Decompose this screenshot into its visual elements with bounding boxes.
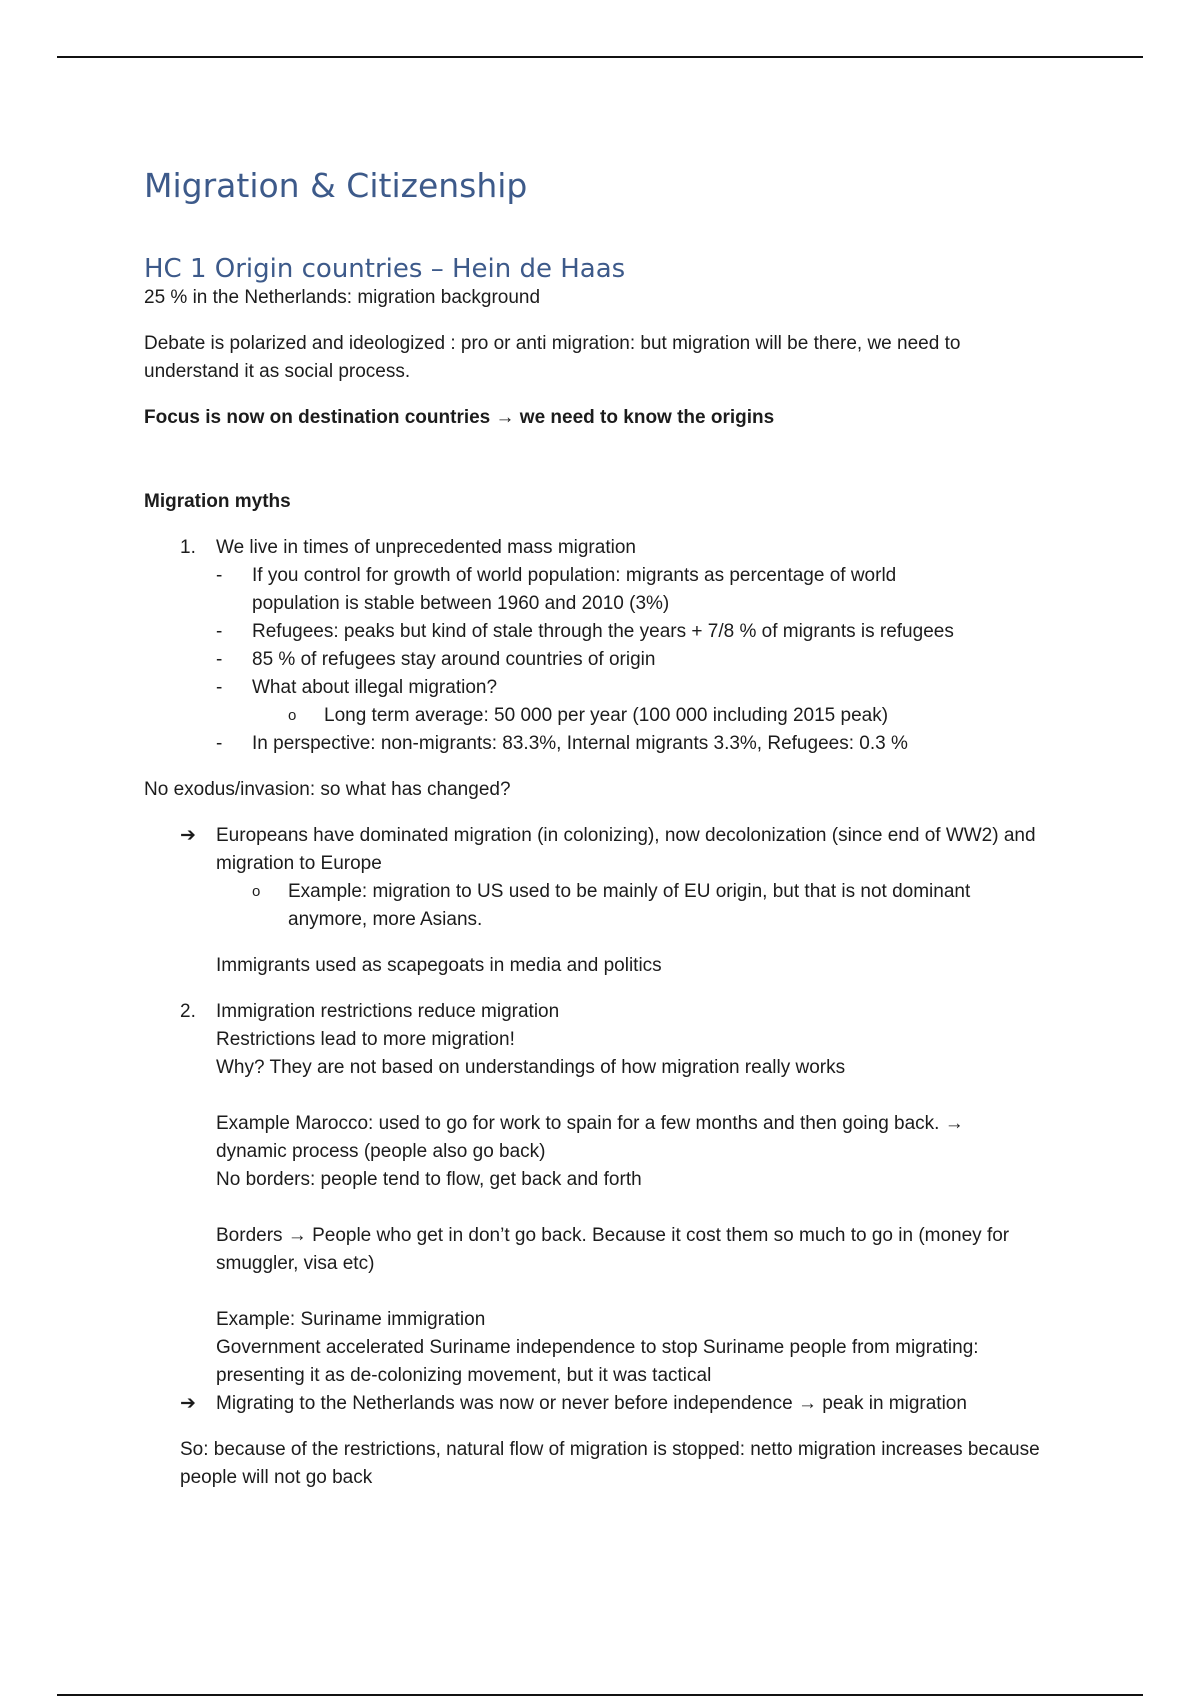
list-item xyxy=(144,646,1084,674)
marocco-text: Example Marocco: used to go for work to spain for a few months and then going back. → dynamic process (people also go back) xyxy=(216,1113,964,1162)
europeans-text: Europeans have dominated migration (in colonizing), now decolonization (since end of WW2) and migration to Europe xyxy=(216,825,1036,874)
dash-bullet-icon: - xyxy=(216,649,223,670)
arrow-bullet-icon: ➔ xyxy=(180,1393,196,1414)
list-item xyxy=(144,618,1084,646)
suriname-title: Example: Suriname immigration xyxy=(216,1309,486,1330)
myth-1 xyxy=(144,534,1084,562)
intro-text: 25 % in the Netherlands: migration background xyxy=(144,287,541,308)
dash-bullet-icon: - xyxy=(216,677,223,698)
dash-bullet-icon: - xyxy=(216,621,223,642)
myth-2 xyxy=(144,998,1084,1026)
myth-1-bullet: If you control for growth of world population: migrants as percentage of world population is stable between 1960 and 2010 (3%) xyxy=(252,565,897,614)
scapegoats-text: Immigrants used as scapegoats in media and politics xyxy=(216,955,662,976)
list-item xyxy=(144,702,1084,730)
myth-1-bullet: 85 % of refugees stay around countries of origin xyxy=(252,649,656,670)
circle-bullet-icon: o xyxy=(288,707,297,724)
list-item xyxy=(144,674,1084,702)
footer-rule xyxy=(57,1694,1143,1696)
suriname-text: Government accelerated Suriname independence to stop Suriname people from migrating: presenting it as de-colonizing movement, but it was tactical xyxy=(216,1337,979,1386)
dash-bullet-icon: - xyxy=(216,733,223,754)
debate-text: Debate is polarized and ideologized : pro or anti migration: but migration will be there, we need to understand it as social process. xyxy=(144,333,961,382)
myth-2-number: 2. xyxy=(180,1001,196,1022)
myth-1-bullet: In perspective: non-migrants: 83.3%, Internal migrants 3.3%, Refugees: 0.3 % xyxy=(252,733,908,754)
focus-text: Focus is now on destination countries → we need to know the origins xyxy=(144,407,775,428)
myth-1-sub-bullet: Long term average: 50 000 per year (100 000 including 2015 peak) xyxy=(324,705,889,726)
list-item xyxy=(144,878,1084,934)
myths-heading: Migration myths xyxy=(144,491,291,512)
list-item xyxy=(144,562,1084,618)
lecture-heading: HC 1 Origin countries – Hein de Haas xyxy=(144,254,626,284)
list-item xyxy=(144,1390,1084,1418)
myth-2-line: Restrictions lead to more migration! xyxy=(216,1029,515,1050)
arrow-bullet-icon: ➔ xyxy=(180,825,196,846)
example-us-text: Example: migration to US used to be mainly of EU origin, but that is not dominant anymore, more Asians. xyxy=(288,881,971,930)
myth-1-bullet: Refugees: peaks but kind of stale through the years + 7/8 % of migrants is refugees xyxy=(252,621,954,642)
page-title: Migration & Citizenship xyxy=(144,166,528,205)
myth-1-text: We live in times of unprecedented mass migration xyxy=(216,537,636,558)
myth-1-number: 1. xyxy=(180,537,196,558)
document-body xyxy=(144,160,1084,1492)
myth-2-line: Why? They are not based on understandings of how migration really works xyxy=(216,1057,846,1078)
myth-2-line: Immigration restrictions reduce migration xyxy=(216,1001,560,1022)
no-exodus-text: No exodus/invasion: so what has changed? xyxy=(144,779,511,800)
circle-bullet-icon: o xyxy=(252,883,261,900)
header-rule xyxy=(57,56,1143,58)
myth-1-bullet: What about illegal migration? xyxy=(252,677,498,698)
list-item xyxy=(144,730,1084,758)
list-item xyxy=(144,822,1084,878)
borders-text: Borders → People who get in don’t go back. Because it cost them so much to go in (money for smuggler, visa etc) xyxy=(216,1225,1010,1274)
dash-bullet-icon: - xyxy=(216,565,223,586)
suriname-arrow-text: Migrating to the Netherlands was now or never before independence → peak in migration xyxy=(216,1393,967,1414)
conclusion-text: So: because of the restrictions, natural flow of migration is stopped: netto migration increases because people will not go back xyxy=(180,1439,1040,1488)
no-borders-text: No borders: people tend to flow, get back and forth xyxy=(216,1169,642,1190)
